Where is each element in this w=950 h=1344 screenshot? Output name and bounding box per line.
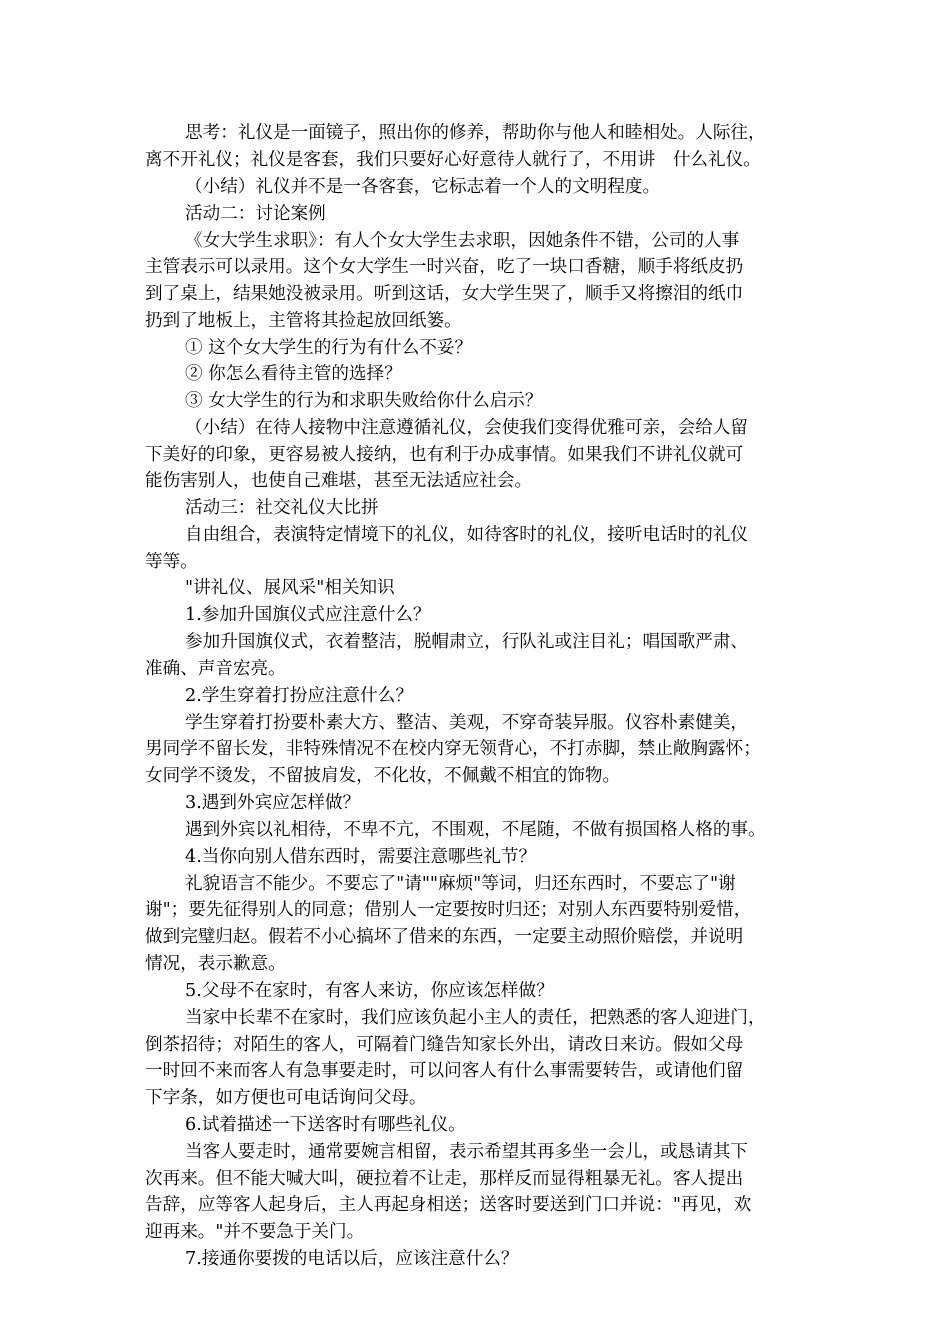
text-line: 下字条，如方便也可电话询问父母。 [145,1088,427,1108]
text-line: 7.接通你要拨的电话以后，应该注意什么？ [185,1249,519,1269]
text-line: 6.试着描述一下送客时有哪些礼仪。 [185,1115,466,1135]
text-line: 礼貌语言不能少。不要忘了"请""麻烦"等词，归还东西时，不要忘了"谢 [185,874,736,894]
text-line: （小结）在待人接物中注意遵循礼仪，会使我们变得优雅可亲，会给人留 [185,418,749,438]
text-line: 情况，表示歉意。 [145,954,286,974]
text-line: 活动三：社交礼仪大比拼 [185,498,379,518]
text-line: 活动二：讨论案例 [185,204,326,224]
text-line: 下美好的印象，更容易被人接纳，也有利于办成事情。如果我们不讲礼仪就可 [145,445,744,465]
text-line: 到了桌上，结果她没被录用。听到这话，女大学生哭了，顺手又将擦泪的纸巾 [145,284,744,304]
text-line: 3.遇到外宾应怎样做？ [185,793,361,813]
text-line: 能伤害别人，也使自己难堪，甚至无法适应社会。 [145,471,533,491]
text-line: 告辞，应等客人起身后，主人再起身相送；送客时要送到门口并说："再见，欢 [145,1195,752,1215]
text-line: 做到完璧归赵。假若不小心搞坏了借来的东西，一定要主动照价赔偿，并说明 [145,927,744,947]
text-line: 离不开礼仪；礼仪是客套，我们只要好心好意待人就行了，不用讲 什么礼仪。 [145,150,761,170]
text-line: 4.当你向别人借东西时，需要注意哪些礼节？ [185,847,537,867]
text-line: 男同学不留长发，非特殊情况不在校内穿无领背心，不打赤脚，禁止敞胸露怀； [145,739,761,759]
text-line: 当客人要走时，通常要婉言相留，表示希望其再多坐一会儿，或恳请其下 [185,1142,749,1162]
text-line: 遇到外宾以礼相待，不卑不亢，不围观，不尾随，不做有损国格人格的事。 [185,820,766,840]
text-line: 思考：礼仪是一面镜子，照出你的修养，帮助你与他人和睦相处。人际往， [185,123,766,143]
text-line: 扔到了地板上，主管将其捡起放回纸篓。 [145,311,462,331]
text-line: （小结）礼仪并不是一各客套，它标志着一个人的文明程度。 [185,177,661,197]
text-line: 谢"；要先征得别人的同意；借别人一定要按时归还；对别人东西要特别爱惜， [145,900,752,920]
text-line: 迎再来。"并不要急于关门。 [145,1222,365,1242]
text-line: 一时回不来而客人有急事要走时，可以问客人有什么事需要转告，或请他们留 [145,1061,744,1081]
text-line: 女同学不烫发，不留披肩发，不化妆，不佩戴不相宜的饰物。 [145,766,621,786]
text-line: 主管表示可以录用。这个女大学生一时兴奋，吃了一块口香糖，顺手将纸皮扔 [145,257,744,277]
text-line: 《女大学生求职》：有人个女大学生去求职，因她条件不错，公司的人事 [185,231,740,251]
text-line: 参加升国旗仪式，衣着整洁，脱帽肃立，行队礼或注目礼；唱国歌严肃、 [185,632,749,652]
text-line: 学生穿着打扮要朴素大方、整洁、美观，不穿奇装异服。仪容朴素健美， [185,713,749,733]
text-line: 当家中长辈不在家时，我们应该负起小主人的责任，把熟悉的客人迎进门， [185,1008,766,1028]
text-line: 1.参加升国旗仪式应注意什么？ [185,605,431,625]
text-line: 2.学生穿着打扮应注意什么？ [185,686,413,706]
text-line: 准确、声音宏亮。 [145,659,286,679]
text-line: "讲礼仪、展风采"相关知识 [185,578,395,598]
text-line: 5.父母不在家时，有客人来访，你应该怎样做？ [185,981,554,1001]
text-line: 次再来。但不能大喊大叫，硬拉着不让走，那样反而显得粗暴无礼。客人提出 [145,1169,744,1189]
text-line: ③ 女大学生的行为和求职失败给你什么启示？ [185,391,543,411]
text-line: 倒茶招待；对陌生的客人，可隔着门缝告知家长外出，请改日来访。假如父母 [145,1035,744,1055]
text-line: ① 这个女大学生的行为有什么不妥？ [185,338,473,358]
text-line: 自由组合，表演特定情境下的礼仪，如待客时的礼仪，接听电话时的礼仪 [185,525,749,545]
text-line: ② 你怎么看待主管的选择？ [185,364,402,384]
text-line: 等等。 [145,552,198,572]
